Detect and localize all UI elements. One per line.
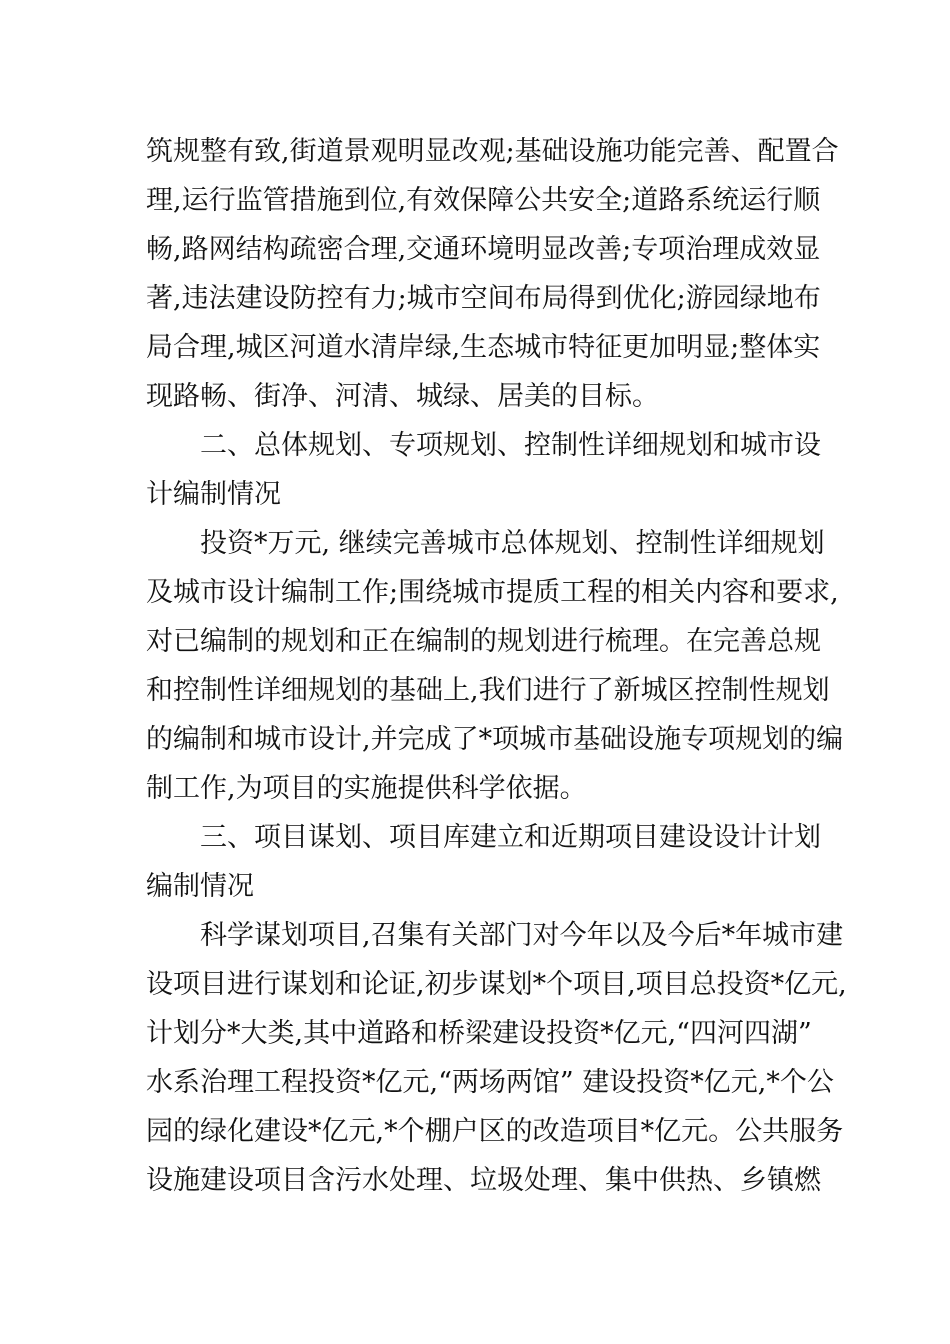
text-line: 对已编制的规划和正在编制的规划进行梳理。在完善总规 <box>146 626 821 657</box>
section-heading-projects <box>146 813 821 911</box>
text-line: 投资*万元, 继续完善城市总体规划、控制性详细规划 <box>200 528 825 559</box>
text-line: 计划分*大类,其中道路和桥梁建设投资*亿元,“四河四湖” <box>146 1018 812 1049</box>
heading-line: 二、总体规划、专项规划、控制性详细规划和城市设 <box>200 430 821 461</box>
heading-line: 编制情况 <box>146 871 254 902</box>
text-line: 及城市设计编制工作;围绕城市提质工程的相关内容和要求, <box>146 577 839 608</box>
section-heading-planning <box>146 421 821 519</box>
document-body <box>146 127 847 1205</box>
text-line: 科学谋划项目,召集有关部门对今年以及今后*年城市建 <box>200 920 844 951</box>
paragraph-urban-goals <box>146 127 839 421</box>
paragraph-project-planning <box>146 911 847 1205</box>
text-line: 的编制和城市设计,并完成了*项城市基础设施专项规划的编 <box>146 724 844 755</box>
paragraph-planning-investment <box>146 519 844 813</box>
heading-line: 三、项目谋划、项目库建立和近期项目建设设计计划 <box>200 822 821 853</box>
text-line: 局合理,城区河道水清岸绿,生态城市特征更加明显;整体实 <box>146 332 821 363</box>
text-line: 水系治理工程投资*亿元,“两场两馆” 建设投资*亿元,*个公 <box>146 1067 834 1098</box>
text-line: 筑规整有致,街道景观明显改观;基础设施功能完善、配置合 <box>146 136 839 167</box>
text-line: 制工作,为项目的实施提供科学依据。 <box>146 773 587 804</box>
text-line: 和控制性详细规划的基础上,我们进行了新城区控制性规划 <box>146 675 830 706</box>
text-line: 理,运行监管措施到位,有效保障公共安全;道路系统运行顺 <box>146 185 821 216</box>
text-line: 著,违法建设防控有力;城市空间布局得到优化;游园绿地布 <box>146 283 821 314</box>
text-line: 现路畅、街净、河清、城绿、居美的目标。 <box>146 381 659 412</box>
text-line: 设施建设项目含污水处理、垃圾处理、集中供热、乡镇燃 <box>146 1165 821 1196</box>
heading-line: 计编制情况 <box>146 479 281 510</box>
text-line: 园的绿化建设*亿元,*个棚户区的改造项目*亿元。公共服务 <box>146 1116 844 1147</box>
text-line: 设项目进行谋划和论证,初步谋划*个项目,项目总投资*亿元, <box>146 969 847 1000</box>
text-line: 畅,路网结构疏密合理,交通环境明显改善;专项治理成效显 <box>146 234 821 265</box>
